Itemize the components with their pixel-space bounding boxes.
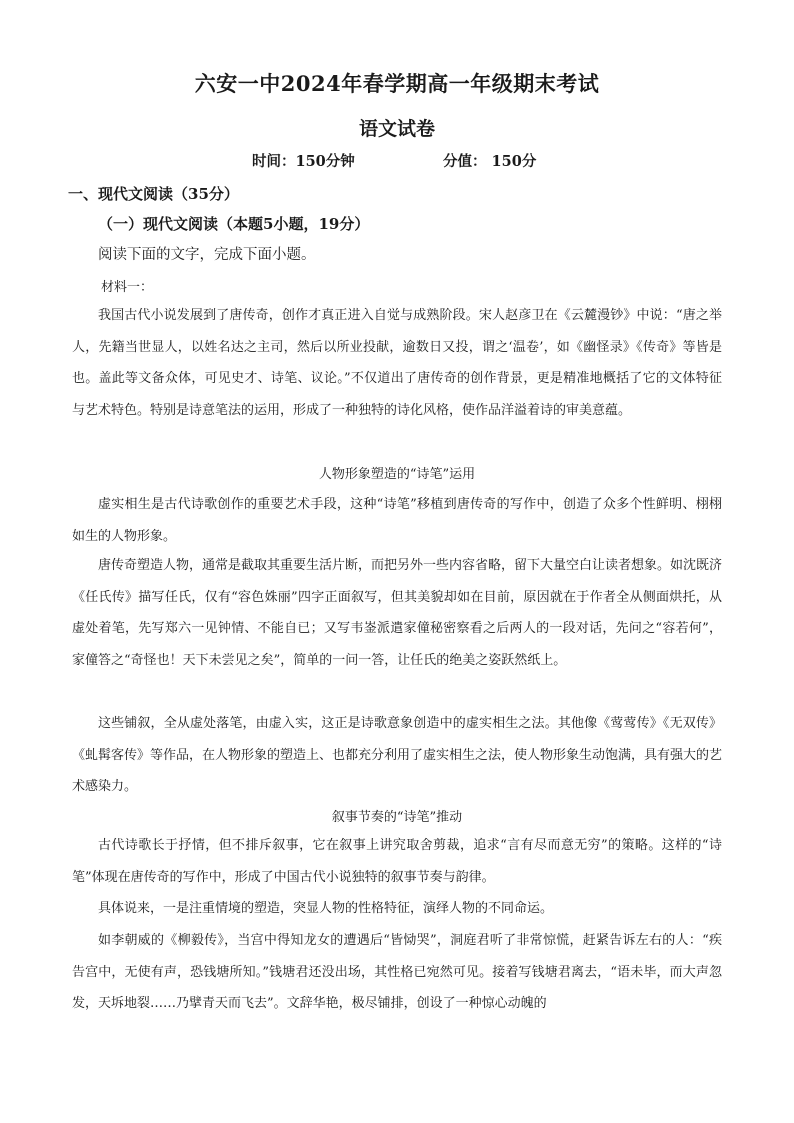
article-subheading-2: 叙事节奏的“诗笔”推动 <box>331 810 463 825</box>
exam-time: 时间：150分钟 <box>252 153 355 170</box>
material-label: 材料一： <box>101 280 154 295</box>
exam-title: 六安一中2024年春学期高一年级期末考试 <box>194 71 600 96</box>
paragraph-1: 我国古代小说发展到了唐传奇，创作才真正进入自觉与成熟阶段。宋人赵彦卫在《云麓漫钞》中说：“唐之举人，先籍当世显人，以姓名达之主司，然后以所业投献，逾数日又投，谓之‘温卷’，如《幽怪录》《传奇》等皆是也。盖此等文备众体，可见史才、诗笔、议论。”不仅道出了唐传奇的创作背景，更是精准地概括了它的文体特征与艺术特色。特别是诗意笔法的运用，形成了一种独特的诗化风格，使作品洋溢着诗的审美意蕴。 <box>72 308 722 418</box>
paragraph-5: 古代诗歌长于抒情，但不排斥叙事，它在叙事上讲究取舍剪裁，追求“言有尽而意无穷”的策略。这样的“诗笔”体现在唐传奇的写作中，形成了中国古代小说独特的叙事节奏与韵律。 <box>72 838 722 885</box>
instruction-text: 阅读下面的文字，完成下面小题。 <box>98 247 316 263</box>
paragraph-6: 具体说来，一是注重情境的塑造，突显人物的性格特征，演绎人物的不同命运。 <box>98 901 554 916</box>
exam-subtitle: 语文试卷 <box>358 118 435 140</box>
paragraph-7: 如李朝威的《柳毅传》，当宫中得知龙女的遭遇后“皆恸哭”，洞庭君听了非常惊慌，赶紧告诉左右的人：“疾告宫中，无使有声，恐钱塘所知。”钱塘君还没出场，其性格已宛然可见。接着写钱塘君离去，“语未毕，而大声忽发，天坼地裂……乃擘青天而飞去”。文辞华艳，极尽铺排，创设了一种惊心动魄的 <box>72 933 722 1011</box>
subsection-heading: （一）现代文阅读（本题5小题，19分） <box>98 215 370 233</box>
paragraph-3: 唐传奇塑造人物，通常是截取其重要生活片断，而把另外一些内容省略，留下大量空白让读者想象。如沈既济《任氏传》描写任氏，仅有“容色姝丽”四字正面叙写，但其美貌却如在目前，原因就在于作者全从侧面烘托，从虚处着笔，先写郑六一见钟情、不能自已；又写韦崟派遣家僮秘密察看之后两人的一段对话，先问之“容若何”，家僮答之“奇怪也！天下未尝见之矣”，简单的一问一答，让任氏的绝美之姿跃然纸上。 <box>72 558 723 668</box>
paragraph-4: 这些铺叙，全从虚处落笔，由虚入实，这正是诗歌意象创造中的虚实相生之法。其他像《莺莺传》《无双传》《虬髯客传》等作品，在人物形象的塑造上、也都充分利用了虚实相生之法，使人物形象生动饱满，具有强大的艺术感染力。 <box>72 716 723 794</box>
exam-score: 分值： 150分 <box>443 153 537 170</box>
section-heading: 一、现代文阅读（35分） <box>68 185 239 203</box>
article-subheading-1: 人物形象塑造的“诗笔”运用 <box>318 467 476 482</box>
paragraph-2: 虚实相生是古代诗歌创作的重要艺术手段，这种“诗笔”移植到唐传奇的写作中，创造了众多个性鲜明、栩栩如生的人物形象。 <box>72 497 722 544</box>
